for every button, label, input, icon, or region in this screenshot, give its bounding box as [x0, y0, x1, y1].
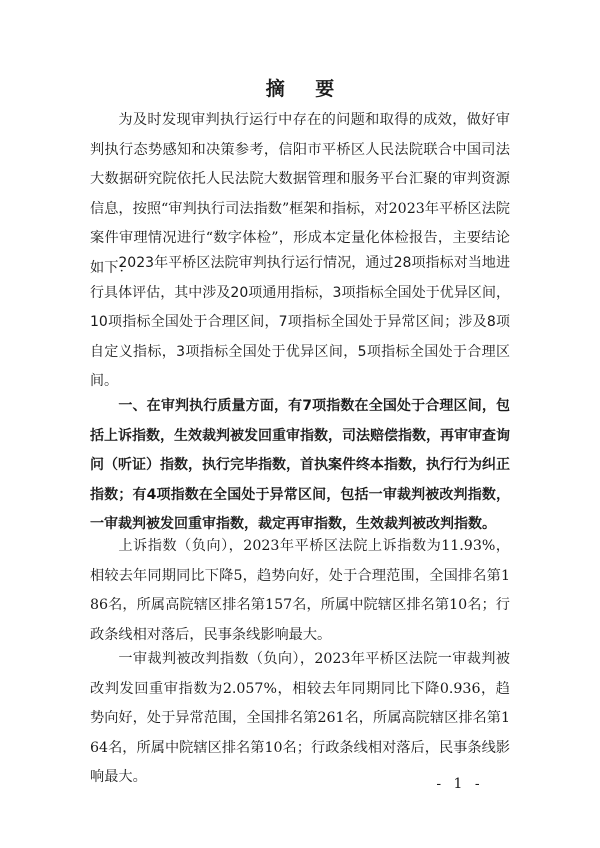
- paragraph-quality-summary: 一、在审判执行质量方面，有7项指数在全国处于合理区间，包括上诉指数，生效裁判被发回重审指数，司法赔偿指数，再审审查询问（听证）指数，执行完毕指数，首执案件终本指数，执行行为纠正指数；有4项指数在全国处于异常区间，包括一审裁判被改判指数，一审裁判被发回重审指数，裁定再审指数，生效裁判被改判指数。: [90, 398, 510, 532]
- page-number: - 1 -: [436, 776, 484, 792]
- page-title: 摘 要: [265, 78, 347, 100]
- paragraph-intro: 为及时发现审判执行运行中存在的问题和取得的成效，做好审判执行态势感知和决策参考，信阳市平桥区人民法院联合中国司法大数据研究院依托人民法院大数据管理和服务平台汇聚的审判资源信息，按照“审判执行司法指数”框架和指标，对2023年平桥区法院案件审理情况进行“数字体检”，形成本定量化体检报告，主要结论如下：: [90, 112, 510, 276]
- paragraph-appeal-index: 上诉指数（负向），2023年平桥区法院上诉指数为11.93%，相较去年同期同比下降5，趋势向好，处于合理范围，全国排名第186名，所属高院辖区排名第157名，所属中院辖区排名第10名；行政条线相对落后，民事条线影响最大。: [90, 538, 510, 643]
- paragraph-overview: 2023年平桥区法院审判执行运行情况，通过28项指标对当地进行具体评估，其中涉及20项通用指标，3项指标全国处于优异区间，10项指标全国处于合理区间，7项指标全国处于异常区间；涉及8项自定义指标，3项指标全国处于优异区间，5项指标全国处于合理区间。: [90, 255, 510, 389]
- paragraph-revision-index: 一审裁判被改判指数（负向），2023年平桥区法院一审裁判被改判发回重审指数为2.057%，相较去年同期同比下降0.936，趋势向好，处于异常范围，全国排名第261名，所属高院辖区排名第164名，所属中院辖区排名第10名；行政条线相对落后，民事条线影响最大。: [90, 651, 510, 785]
